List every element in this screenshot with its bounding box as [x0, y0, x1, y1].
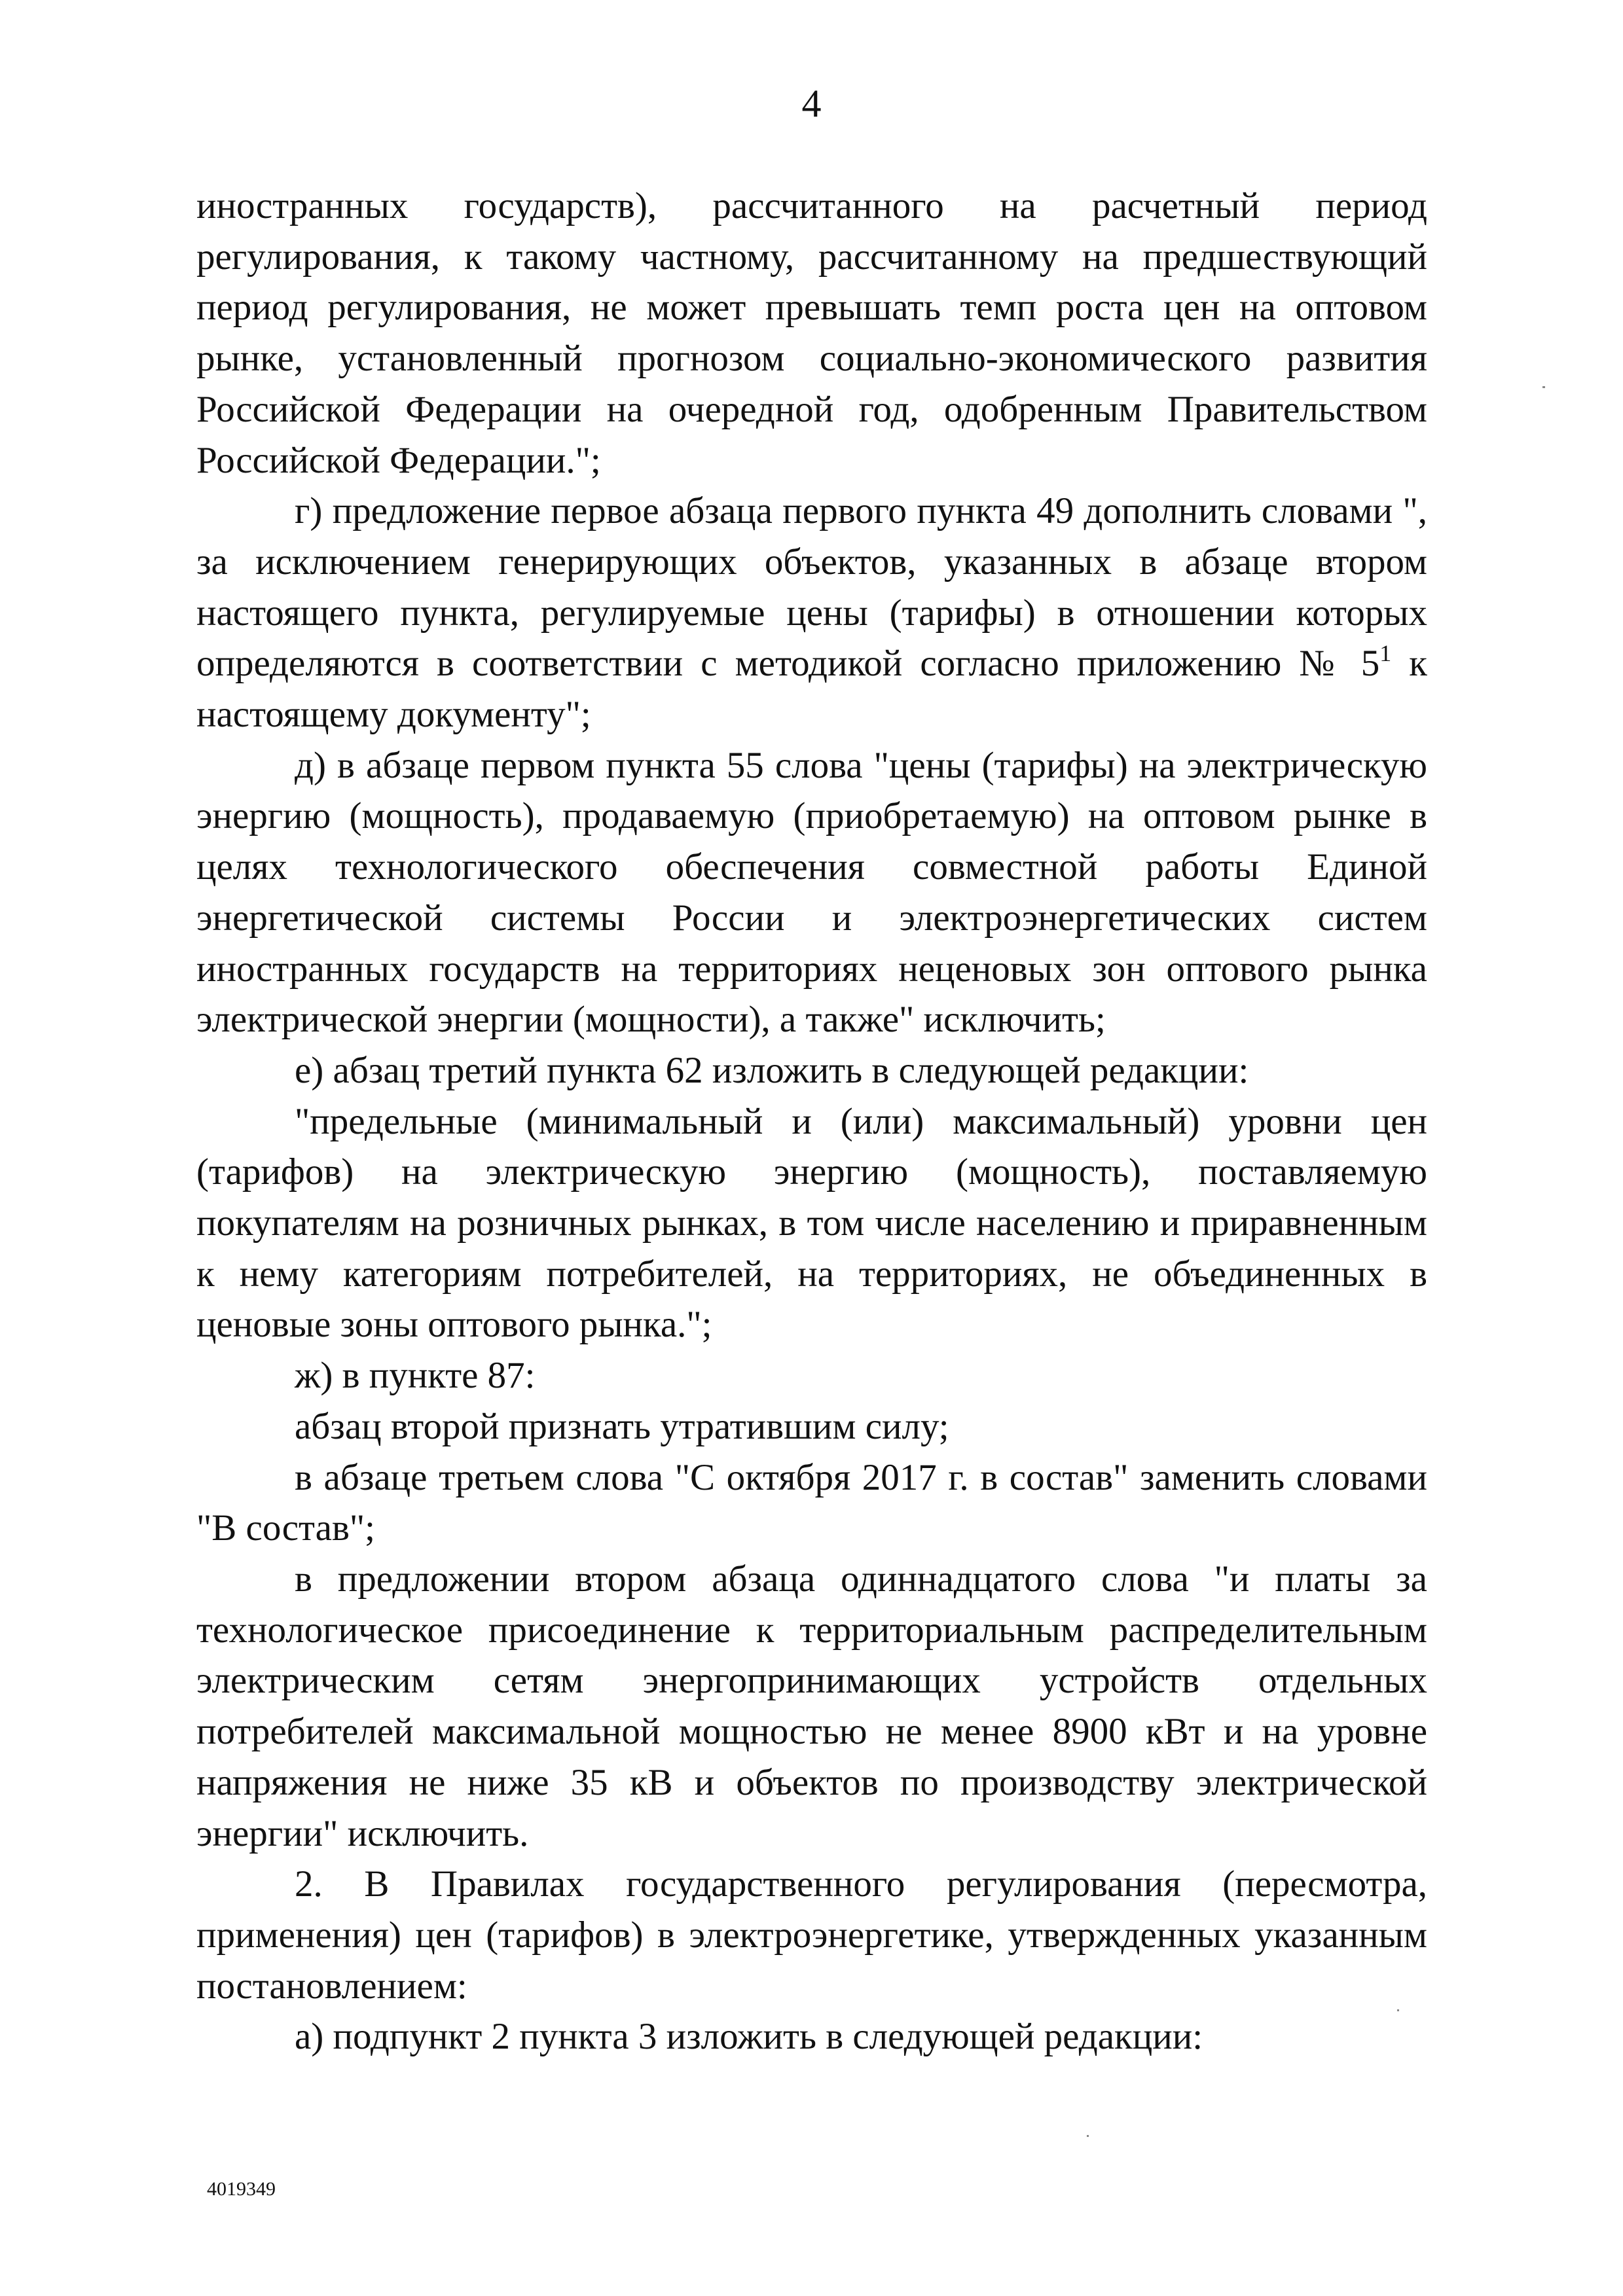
paragraph-item-d: д) в абзаце первом пункта 55 слова "цены (тарифы) на электрическую энергию (мощность), продаваемую (приобретаемую) на оптовом рынке в целях технологического обеспечения совместной работы Единой энергетической системы России и электроэнергетических систем иностранных государств на территориях неценовых зон оптового рынка электрической энергии (мощности), а также" исключить;: [196, 744, 1427, 1041]
superscript: 1: [1379, 640, 1392, 667]
paragraph-text-tail: к настоящему документу";: [196, 643, 1427, 736]
scan-speck: [1087, 2135, 1089, 2137]
paragraph-text: г) предложение первое абзаца первого пункта 49 дополнить словами ", за исключением генерирующих объектов, указанных в абзаце втором настоящего пункта, регулируемые цены (тарифы) в отношении которых определяются в соответствии с методикой согласно приложению № 5: [196, 490, 1427, 685]
paragraph-subitem-2: в абзаце третьем слова "С октября 2017 г. в состав" заменить словами "В состав";: [196, 1456, 1427, 1549]
paragraph-subitem-1: абзац второй признать утратившим силу;: [295, 1405, 949, 1447]
scan-speck: [1397, 2009, 1399, 2011]
paragraph-continuation: иностранных государств), рассчитанного на расчетный период регулирования, к такому частному, рассчитанному на предшествующий период регулирования, не может превышать темп роста цен на оптовом рынке, установленный прогнозом социально-экономического развития Российской Федерации на очередной год, одобренным Правительством Российской Федерации.";: [196, 185, 1427, 481]
scan-speck: [1542, 386, 1545, 388]
paragraph-item-zh: ж) в пункте 87:: [295, 1355, 536, 1397]
paragraph-item-a: а) подпункт 2 пункта 3 изложить в следующей редакции:: [295, 2016, 1203, 2058]
document-body: [196, 181, 1427, 2062]
page-number: 4: [801, 82, 822, 125]
paragraph-item-e: е) абзац третий пункта 62 изложить в следующей редакции:: [295, 1049, 1249, 1091]
paragraph-quote: "предельные (минимальный и (или) максимальный) уровни цен (тарифов) на электрическую энергию (мощность), поставляемую покупателям на розничных рынках, в том числе населению и приравненным к нему категориям потребителей, на территориях, не объединенных в ценовые зоны оптового рынка.";: [196, 1100, 1427, 1346]
paragraph-subitem-3: в предложении втором абзаца одиннадцатого слова "и платы за технологическое присоединение к территориальным распределительным электрическим сетям энергопринимающих устройств отдельных потребителей максимальной мощностью не менее 8900 кВт и на уровне напряжения не ниже 35 кВ и объектов по производству электрической энергии" исключить.: [196, 1558, 1427, 1854]
paragraph-section-2: 2. В Правилах государственного регулирования (пересмотра, применения) цен (тарифов) в электроэнергетике, утвержденных указанным постановлением:: [196, 1863, 1427, 2007]
document-id: 4019349: [207, 2178, 276, 2200]
paragraph-item-g: [196, 486, 1427, 740]
